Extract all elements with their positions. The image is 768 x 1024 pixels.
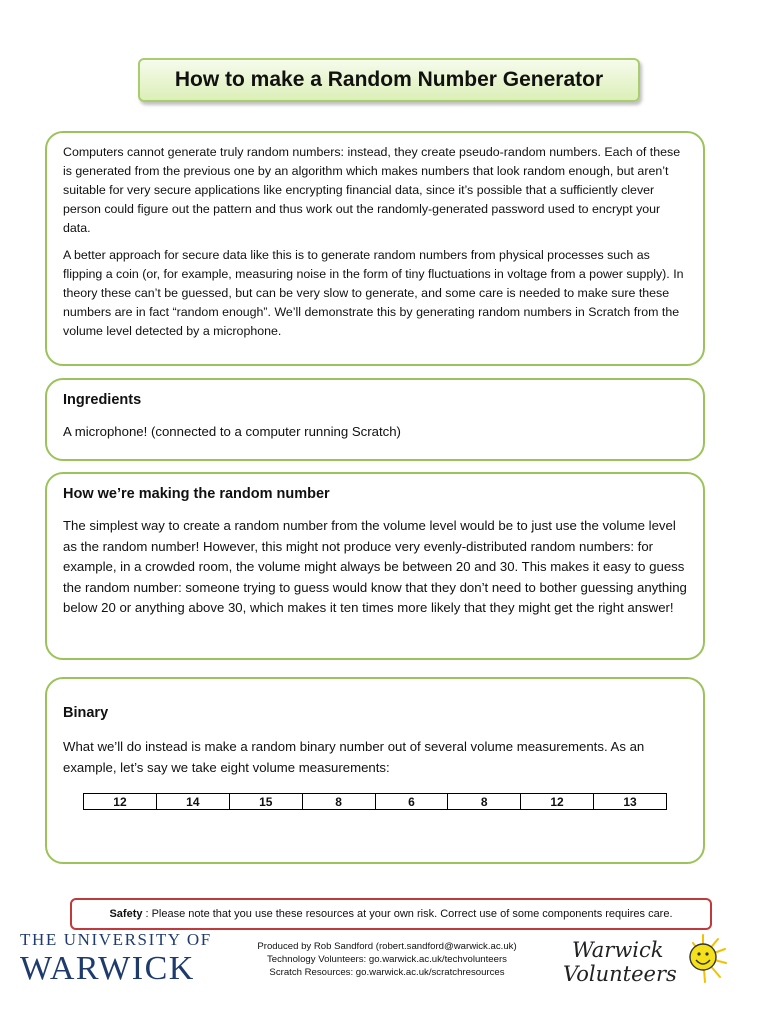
measurement-cell: 13 xyxy=(594,794,667,810)
credit-author: Produced by Rob Sandford (robert.sandford@warwick.ac.uk) xyxy=(257,941,517,952)
measurements-table xyxy=(83,793,667,810)
intro-paragraph-1: Computers cannot generate truly random numbers: instead, they create pseudo-random numbers. Each of these is generated from the previous one by an algorithm which makes numbers that look random enough, but aren’t suitable for very secure applications like encrypting financial data, since it’s possible that a sufficiently clever person could figure out the pattern and thus work out the randomly-generated password used to encrypt your data. xyxy=(63,145,681,235)
sun-icon xyxy=(690,935,726,982)
measurement-cell: 15 xyxy=(229,794,302,810)
how-card xyxy=(45,472,705,660)
measurement-cell: 6 xyxy=(375,794,448,810)
how-heading: How we’re making the random number xyxy=(63,486,330,502)
measurement-cell: 8 xyxy=(448,794,521,810)
safety-text: : Please note that you use these resources at your own risk. Correct use of some components requires care. xyxy=(145,908,673,920)
intro-card xyxy=(45,131,705,366)
measurement-cell: 14 xyxy=(156,794,229,810)
warwick-volunteers-logo xyxy=(560,925,760,995)
page-title: How to make a Random Number Generator xyxy=(138,58,640,102)
volunteers-logo-line2: Volunteers xyxy=(563,962,677,986)
volunteers-logo-line1: Warwick xyxy=(572,938,664,962)
intro-paragraph-2: A better approach for secure data like this is to generate random numbers from physical processes such as flipping a coin (or, for example, measuring noise in the form of tiny fluctuations in voltage from a power supply). In theory these can’t be guessed, but can be very slow to generate, and some care is needed to make sure these numbers are in fact “random enough”. We’ll demonstrate this by generating random numbers in Scratch from the volume level detected by a microphone. xyxy=(63,248,684,338)
university-logo-line2: WARWICK xyxy=(20,950,195,987)
binary-text: What we’ll do instead is make a random binary number out of several volume measurements. As an example, let’s say we take eight volume measurements: xyxy=(63,739,645,775)
measurement-cell: 12 xyxy=(521,794,594,810)
binary-card xyxy=(45,677,705,864)
ingredients-card xyxy=(45,378,705,461)
university-logo xyxy=(20,930,215,986)
measurement-cell: 8 xyxy=(302,794,375,810)
ingredients-heading: Ingredients xyxy=(63,392,142,408)
measurements-row xyxy=(84,794,667,810)
how-text: The simplest way to create a random number from the volume level would be to just use the volume level as the random number! However, this might not produce very evenly-distributed random numbers: for example, in a crowded room, the volume might always be between 20 and 30. This makes it easy to guess the random number: someone trying to guess would know that they don’t need to bother guessing anything below 20 or anything above 30, which makes it ten times more likely that they might get the right answer! xyxy=(63,518,687,615)
binary-heading: Binary xyxy=(63,705,109,721)
university-logo-line1: THE UNIVERSITY OF xyxy=(20,930,212,949)
measurement-cell: 12 xyxy=(84,794,157,810)
credit-tech-volunteers: Technology Volunteers: go.warwick.ac.uk/techvolunteers xyxy=(267,954,507,965)
credits xyxy=(232,940,542,979)
safety-label: Safety xyxy=(109,908,143,920)
ingredients-text: A microphone! (connected to a computer running Scratch) xyxy=(63,424,401,439)
credit-scratch-resources: Scratch Resources: go.warwick.ac.uk/scratchresources xyxy=(269,967,505,978)
